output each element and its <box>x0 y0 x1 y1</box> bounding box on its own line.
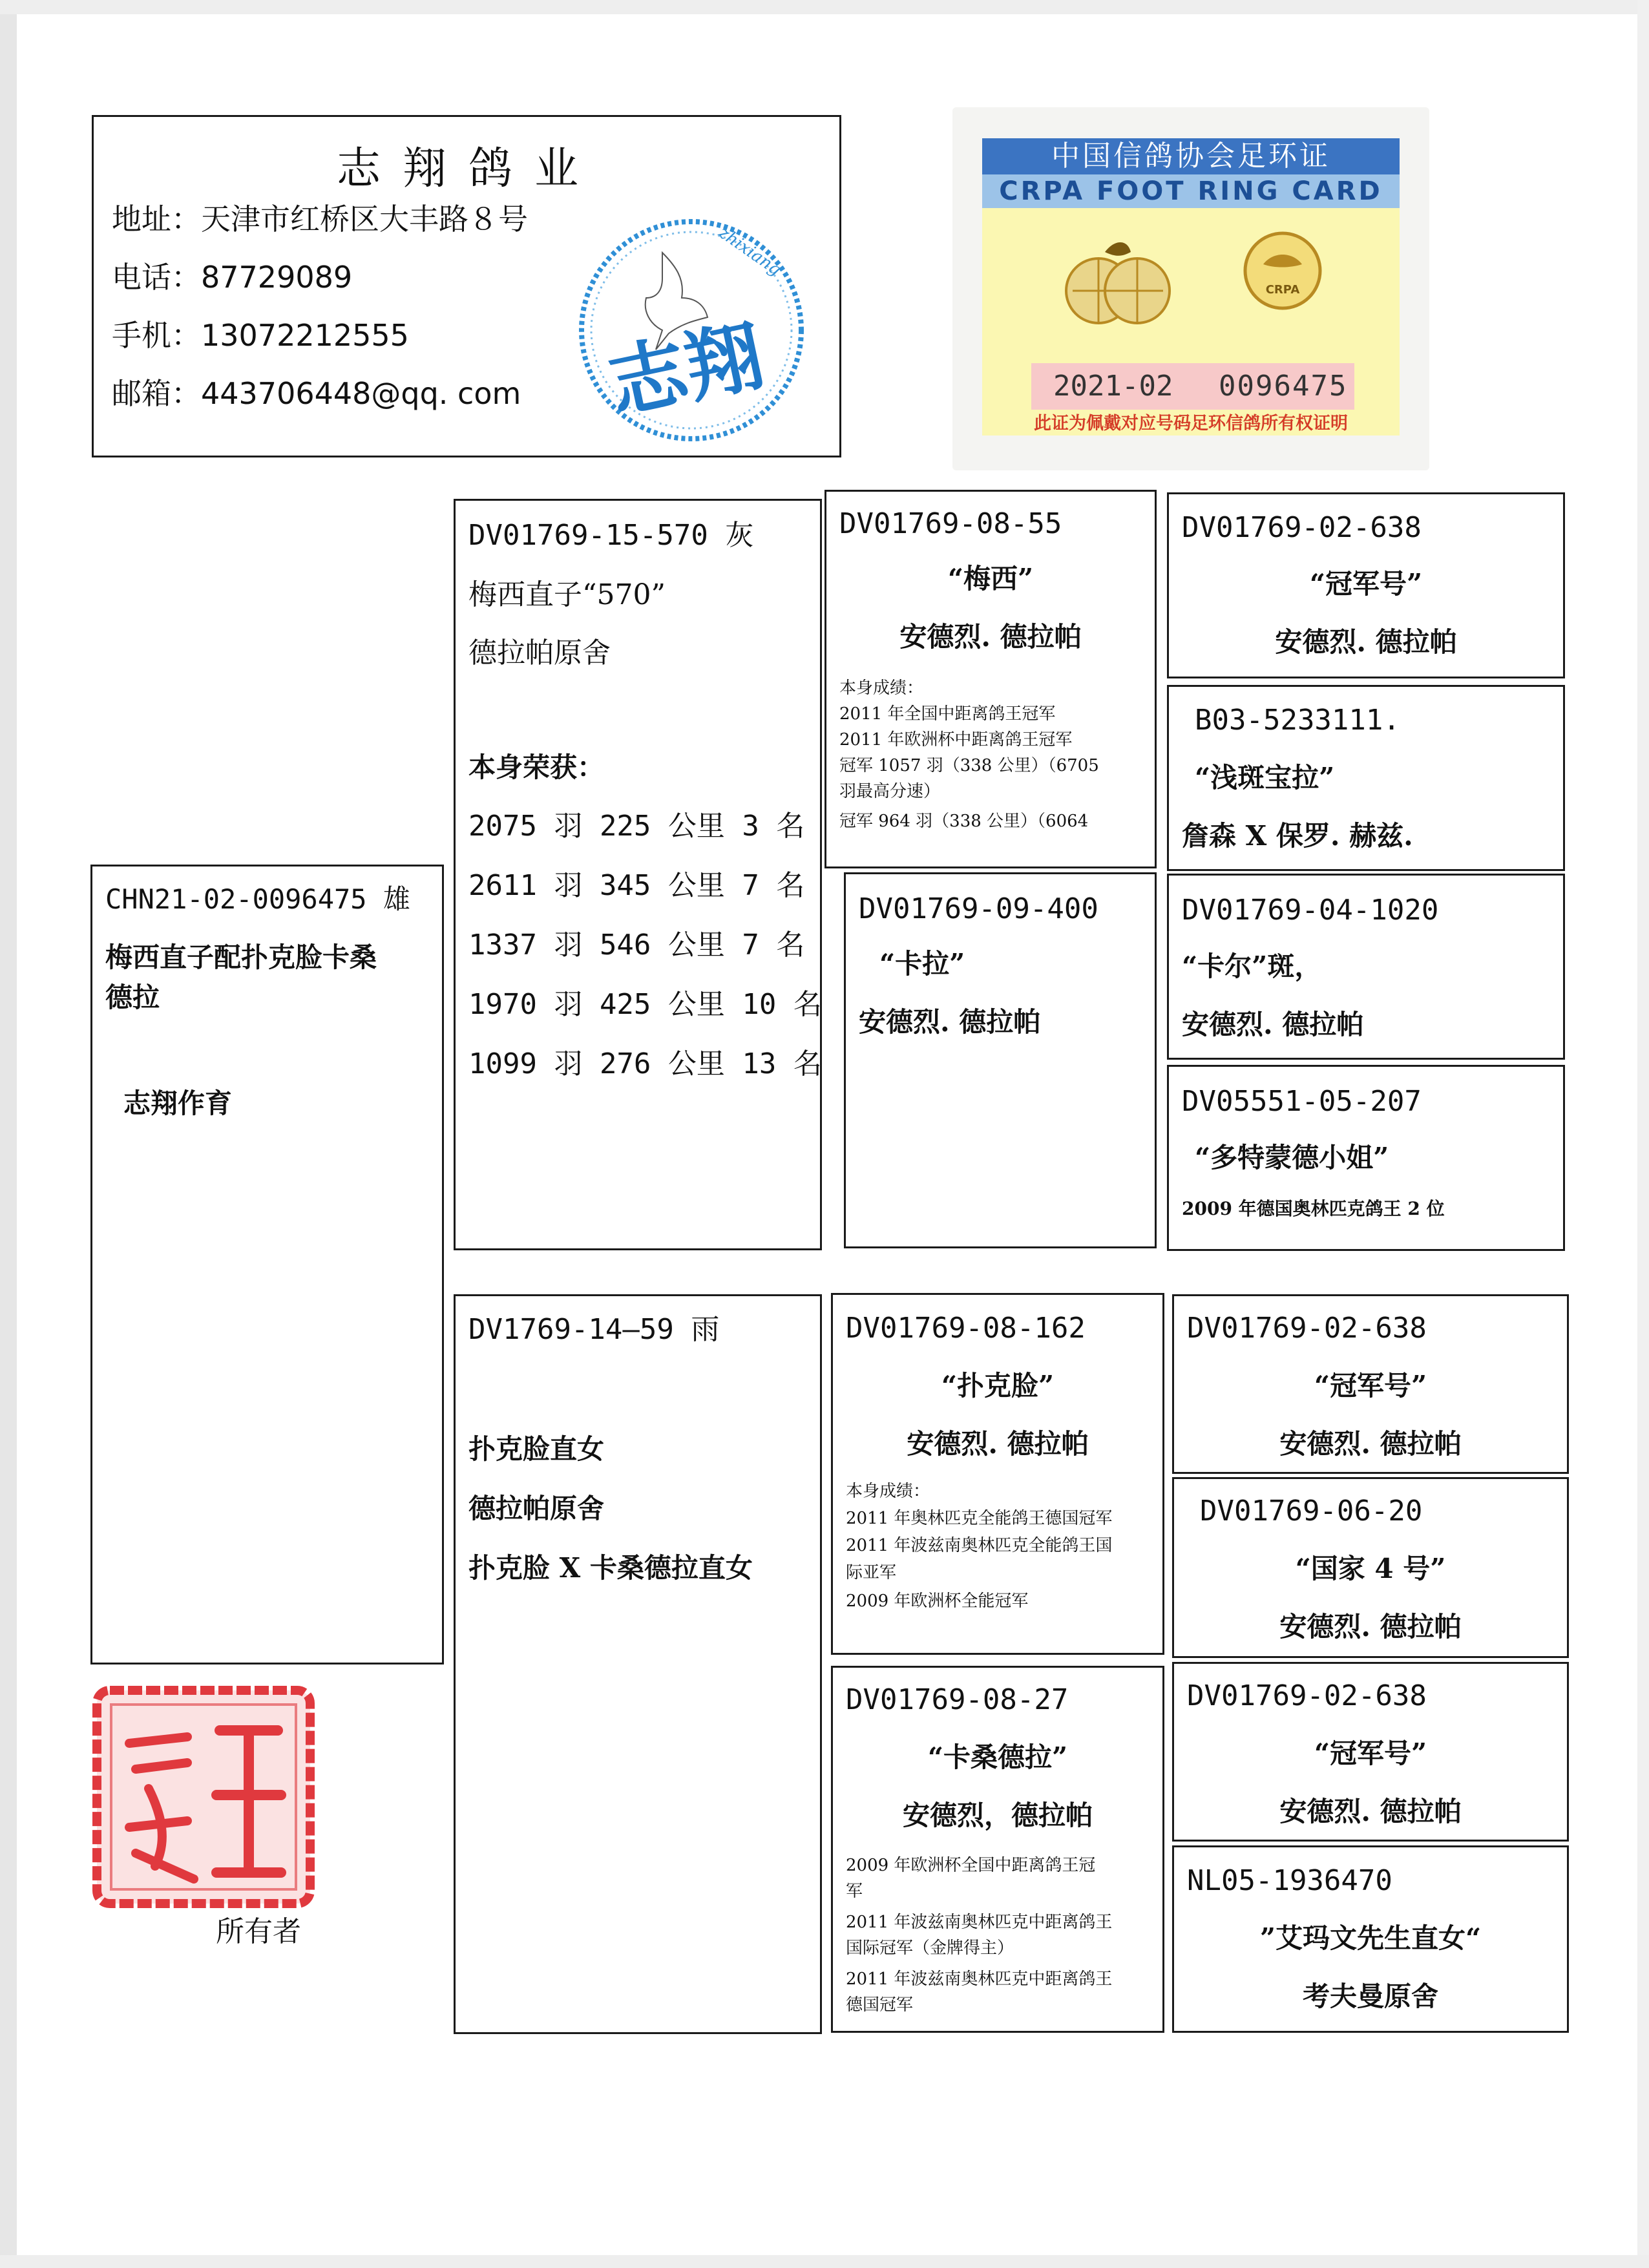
sire-sire-box <box>824 490 1157 868</box>
ds-sire-box <box>1172 1294 1569 1474</box>
sire-award-5: 1099 羽 276 公里 13 名 <box>468 1047 822 1080</box>
dd-ring: DV01769-08-27 <box>846 1683 1069 1716</box>
scan-edge-bottom <box>0 2255 1649 2268</box>
owner-seal-stamp <box>90 1685 317 1924</box>
sire-award-2: 2611 羽 345 公里 7 名 <box>468 869 805 902</box>
dss-name: “冠军号” <box>1314 1370 1427 1402</box>
ss-note-5: 冠军 964 羽（338 公里）（6064 <box>839 812 1089 831</box>
ss-note-1: 2011 年全国中距离鸽王冠军 <box>839 704 1056 724</box>
dam-sire-box <box>831 1293 1164 1655</box>
globe-emblem-icon <box>1060 220 1176 342</box>
dds-owner: 安德烈. 德拉帕 <box>1279 1796 1462 1827</box>
dam-origin: 德拉帕原舍 <box>468 1493 605 1524</box>
dam-box <box>454 1294 822 2034</box>
dss-ring: DV01769-02-638 <box>1187 1312 1427 1345</box>
sdd-ring: DV05551-05-207 <box>1182 1085 1422 1118</box>
dss-owner: 安德烈. 德拉帕 <box>1279 1428 1462 1460</box>
ss-note-2: 2011 年欧洲杯中距离鸽王冠军 <box>839 730 1073 750</box>
ds-owner: 安德烈. 德拉帕 <box>907 1428 1089 1460</box>
sire-award-4: 1970 羽 425 公里 10 名 <box>468 988 822 1021</box>
ddd-ring: NL05-1936470 <box>1187 1864 1392 1897</box>
ss-sire-box <box>1167 492 1565 678</box>
ss-ring: DV01769-08-55 <box>839 507 1062 540</box>
ssd-name: “浅斑宝拉” <box>1195 762 1335 793</box>
business-card <box>92 115 841 457</box>
dd-note-4: 2011 年波兹南奥林匹克中距离鸽王 <box>846 1969 1113 1989</box>
sss-owner: 安德烈. 德拉帕 <box>1275 626 1457 658</box>
ds-ring: DV01769-08-162 <box>846 1312 1086 1345</box>
sdd-name: “多特蒙德小姐” <box>1195 1142 1389 1173</box>
scan-edge-top <box>0 0 1649 14</box>
dd-dam-box <box>1172 1845 1569 2033</box>
logo-arc-text: zhixiang <box>715 222 785 280</box>
scan-edge-left <box>0 0 17 2268</box>
dd-note-0: 2009 年欧洲杯全国中距离鸽王冠 <box>846 1856 1096 1875</box>
sd-sire-box <box>1167 874 1565 1060</box>
ring-card-title-cn: 中国信鸽协会足环证 <box>982 138 1400 174</box>
subject-pedigree: 梅西直子配扑克脸卡桑 <box>105 941 377 973</box>
sds-ring: DV01769-04-1020 <box>1182 894 1439 927</box>
sdd-note: 2009 年德国奥林匹克鸽王 2 位 <box>1182 1198 1445 1219</box>
ds-note-0: 本身成绩： <box>846 1482 930 1501</box>
sss-ring: DV01769-02-638 <box>1182 511 1422 544</box>
sire-award-1: 2075 羽 225 公里 3 名 <box>468 810 805 843</box>
ss-dam-box <box>1167 685 1565 871</box>
loft-logo <box>565 201 824 453</box>
dd-note-1: 军 <box>846 1882 863 1901</box>
svg-text:CRPA: CRPA <box>1265 283 1300 297</box>
dsd-ring: DV01769-06-20 <box>1200 1495 1423 1528</box>
dds-ring: DV01769-02-638 <box>1187 1679 1427 1712</box>
ring-serial: 0096475 <box>1219 370 1348 403</box>
dd-name: “卡桑德拉” <box>927 1741 1068 1773</box>
sss-name: “冠军号” <box>1309 568 1423 600</box>
ddd-name: ”艾玛文先生直女“ <box>1259 1922 1482 1954</box>
ss-note-3: 冠军 1057 羽（338 公里）（6705 <box>839 756 1099 775</box>
dam-name: 扑克脸直女 <box>468 1433 605 1465</box>
sd-dam-box <box>1167 1065 1565 1251</box>
owner-label: 所有者 <box>216 1915 301 1948</box>
dam-dam-box <box>831 1666 1164 2033</box>
sire-box <box>454 499 822 1250</box>
logo-chars: 志翔 <box>601 310 772 431</box>
dam-cross: 扑克脸 X 卡桑德拉直女 <box>468 1552 753 1584</box>
dd-note-2: 2011 年波兹南奥林匹克中距离鸽王 <box>846 1913 1113 1932</box>
dds-name: “冠军号” <box>1314 1738 1427 1769</box>
subject-bird <box>90 865 444 1664</box>
ddd-owner: 考夫曼原舍 <box>1302 1980 1438 2012</box>
ring-prefix: 2021-02 <box>1053 370 1173 403</box>
ssd-ring: B03-5233111. <box>1195 704 1400 737</box>
dd-note-3: 国际冠军（金牌得主） <box>846 1938 1014 1958</box>
ring-card-title-en: CRPA FOOT RING CARD <box>982 174 1400 208</box>
loft-name: 志翔鸽业 <box>336 143 600 194</box>
sire-dam-box <box>844 872 1157 1248</box>
ss-owner: 安德烈. 德拉帕 <box>899 621 1082 653</box>
sds-name: “卡尔”斑， <box>1182 950 1322 982</box>
ss-name: “梅西” <box>947 563 1034 594</box>
ring-card-body <box>982 138 1400 436</box>
ring-card-note: 此证为佩戴对应号码足环信鸽所有权证明 <box>1034 414 1348 434</box>
sd-name: “卡拉” <box>879 948 965 980</box>
sire-ring: DV01769-15-570 灰 <box>468 519 754 552</box>
dsd-name: “国家 4 号” <box>1295 1553 1446 1584</box>
mobile-line: 手机：13072212555 <box>112 318 409 353</box>
scan-edge-right <box>1637 0 1649 2268</box>
subject-pedigree-cont: 德拉 <box>105 982 160 1013</box>
dd-owner: 安德烈，德拉帕 <box>902 1800 1093 1831</box>
ring-number-box <box>1031 363 1354 410</box>
dd-sire-box <box>1172 1662 1569 1842</box>
phone-line: 电话：87729089 <box>112 260 353 295</box>
ss-note-4: 羽最高分速） <box>839 782 941 801</box>
foot-ring-card <box>952 107 1429 470</box>
address-line: 地址：天津市红桥区大丰路８号 <box>112 202 528 236</box>
sire-award-3: 1337 羽 546 公里 7 名 <box>468 929 805 961</box>
sd-owner: 安德烈. 德拉帕 <box>859 1006 1041 1038</box>
email-line: 邮箱：443706448@qq. com <box>112 376 521 411</box>
ds-name: “扑克脸” <box>941 1370 1055 1402</box>
ds-note-4: 2009 年欧洲杯全能冠军 <box>846 1591 1029 1611</box>
ds-note-2: 2011 年波兹南奥林匹克全能鸽王国 <box>846 1536 1113 1555</box>
ds-dam-box <box>1172 1477 1569 1658</box>
dam-ring: DV1769-14—59 雨 <box>468 1313 720 1346</box>
sire-origin: 德拉帕原舍 <box>468 636 611 669</box>
ds-note-3: 际亚军 <box>846 1563 897 1582</box>
sire-name: 梅西直子“570” <box>468 578 666 611</box>
subject-ring: CHN21-02-0096475 雄 <box>105 883 410 915</box>
sd-ring: DV01769-09-400 <box>859 892 1098 925</box>
crpa-emblem-icon <box>1241 229 1325 313</box>
ssd-owner: 詹森 X 保罗. 赫兹. <box>1182 820 1413 852</box>
subject-breeder: 志翔作育 <box>123 1087 233 1119</box>
sds-owner: 安德烈. 德拉帕 <box>1182 1009 1364 1040</box>
ss-note-0: 本身成绩： <box>839 678 924 698</box>
dd-note-5: 德国冠军 <box>846 1995 914 2015</box>
sire-awards-heading: 本身荣获： <box>468 751 605 783</box>
dsd-owner: 安德烈. 德拉帕 <box>1279 1611 1462 1643</box>
ds-note-1: 2011 年奥林匹克全能鸽王德国冠军 <box>846 1509 1113 1528</box>
